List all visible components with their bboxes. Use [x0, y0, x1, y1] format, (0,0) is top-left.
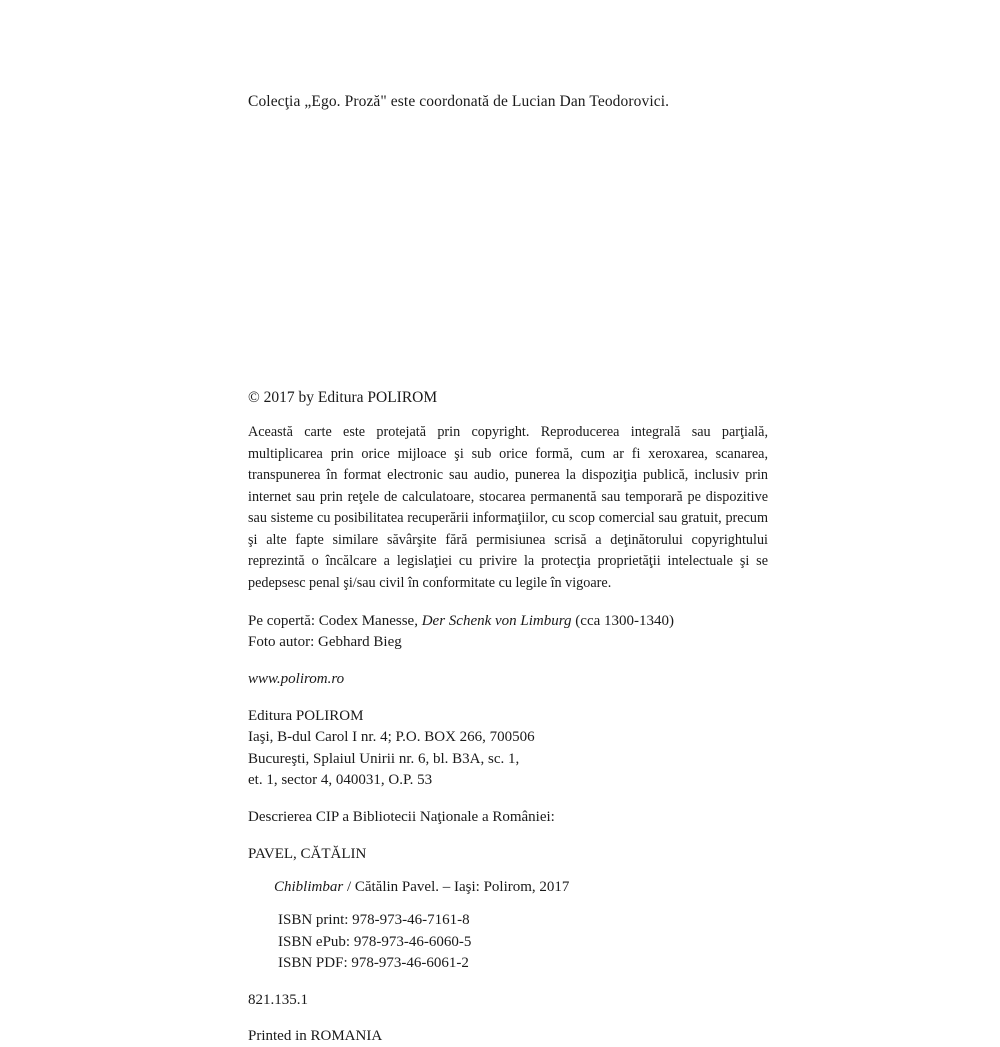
copyright-block [248, 388, 768, 1047]
photo-credit: Foto autor: Gebhard Bieg [248, 633, 402, 650]
isbn-epub: ISBN ePub: 978-973-46-6060-5 [278, 933, 472, 950]
isbn-list [278, 910, 768, 974]
cover-credit-suffix: (cca 1300-1340) [571, 612, 675, 629]
isbn-print: ISBN print: 978-973-46-7161-8 [278, 912, 470, 929]
work-title-line [274, 877, 768, 898]
publisher-address-block [248, 706, 768, 791]
legal-notice-paragraph: Această carte este protejată prin copyright. Reproducerea integrală sau parţială, multiplicarea prin orice mijloace şi sub orice formă, cum ar fi xeroxarea, scanarea, transpunerea în format electronic sau audio, punerea la dispoziţia publică, inclusiv prin internet sau prin reţele de calculatoare, stocarea permanentă sau temporară pe dispozitive sau sisteme cu posibilitatea recuperării informaţiilor, cu scop comercial sau gratuit, precum şi alte fapte similare săvârşite fără permisiunea scrisă a deţinătorului copyrightului reprezintă o încălcare a legislaţiei cu privire la protecţia proprietăţii intelectuale şi se pedepsesc penal şi/sau civil în conformitate cu legile în vigoare. [248, 423, 768, 591]
address-line-1: Iaşi, B-dul Carol I nr. 4; P.O. BOX 266, 700506 [248, 729, 535, 746]
address-line-2: Bucureşti, Splaiul Unirii nr. 6, bl. B3A, sc. 1, [248, 750, 520, 767]
collection-note-block [248, 92, 768, 112]
publisher-name: Editura POLIROM [248, 708, 364, 725]
address-line-3: et. 1, sector 4, 040031, O.P. 53 [248, 772, 433, 789]
cover-credits [248, 611, 768, 654]
work-title: Chiblimbar [274, 879, 344, 896]
copyright-owner: © 2017 by Editura POLIROM [248, 389, 438, 406]
cip-description-title: Descrierea CIP a Bibliotecii Naţionale a României: [248, 809, 555, 826]
classification-code: 821.135.1 [248, 992, 308, 1009]
isbn-pdf: ISBN PDF: 978-973-46-6061-2 [278, 954, 469, 971]
collection-note: Colecţia „Ego. Proză" este coordonată de Lucian Dan Teodorovici. [248, 93, 670, 110]
cover-credit-prefix: Pe copertă: Codex Manesse, [248, 612, 422, 629]
publisher-website[interactable]: www.polirom.ro [248, 671, 345, 688]
author-name: PAVEL, CĂTĂLIN [248, 846, 367, 863]
cover-artwork-title: Der Schenk von Limburg [421, 612, 572, 629]
work-title-imprint: / Cătălin Pavel. – Iaşi: Polirom, 2017 [343, 879, 570, 896]
printed-in: Printed in ROMANIA [248, 1028, 383, 1045]
